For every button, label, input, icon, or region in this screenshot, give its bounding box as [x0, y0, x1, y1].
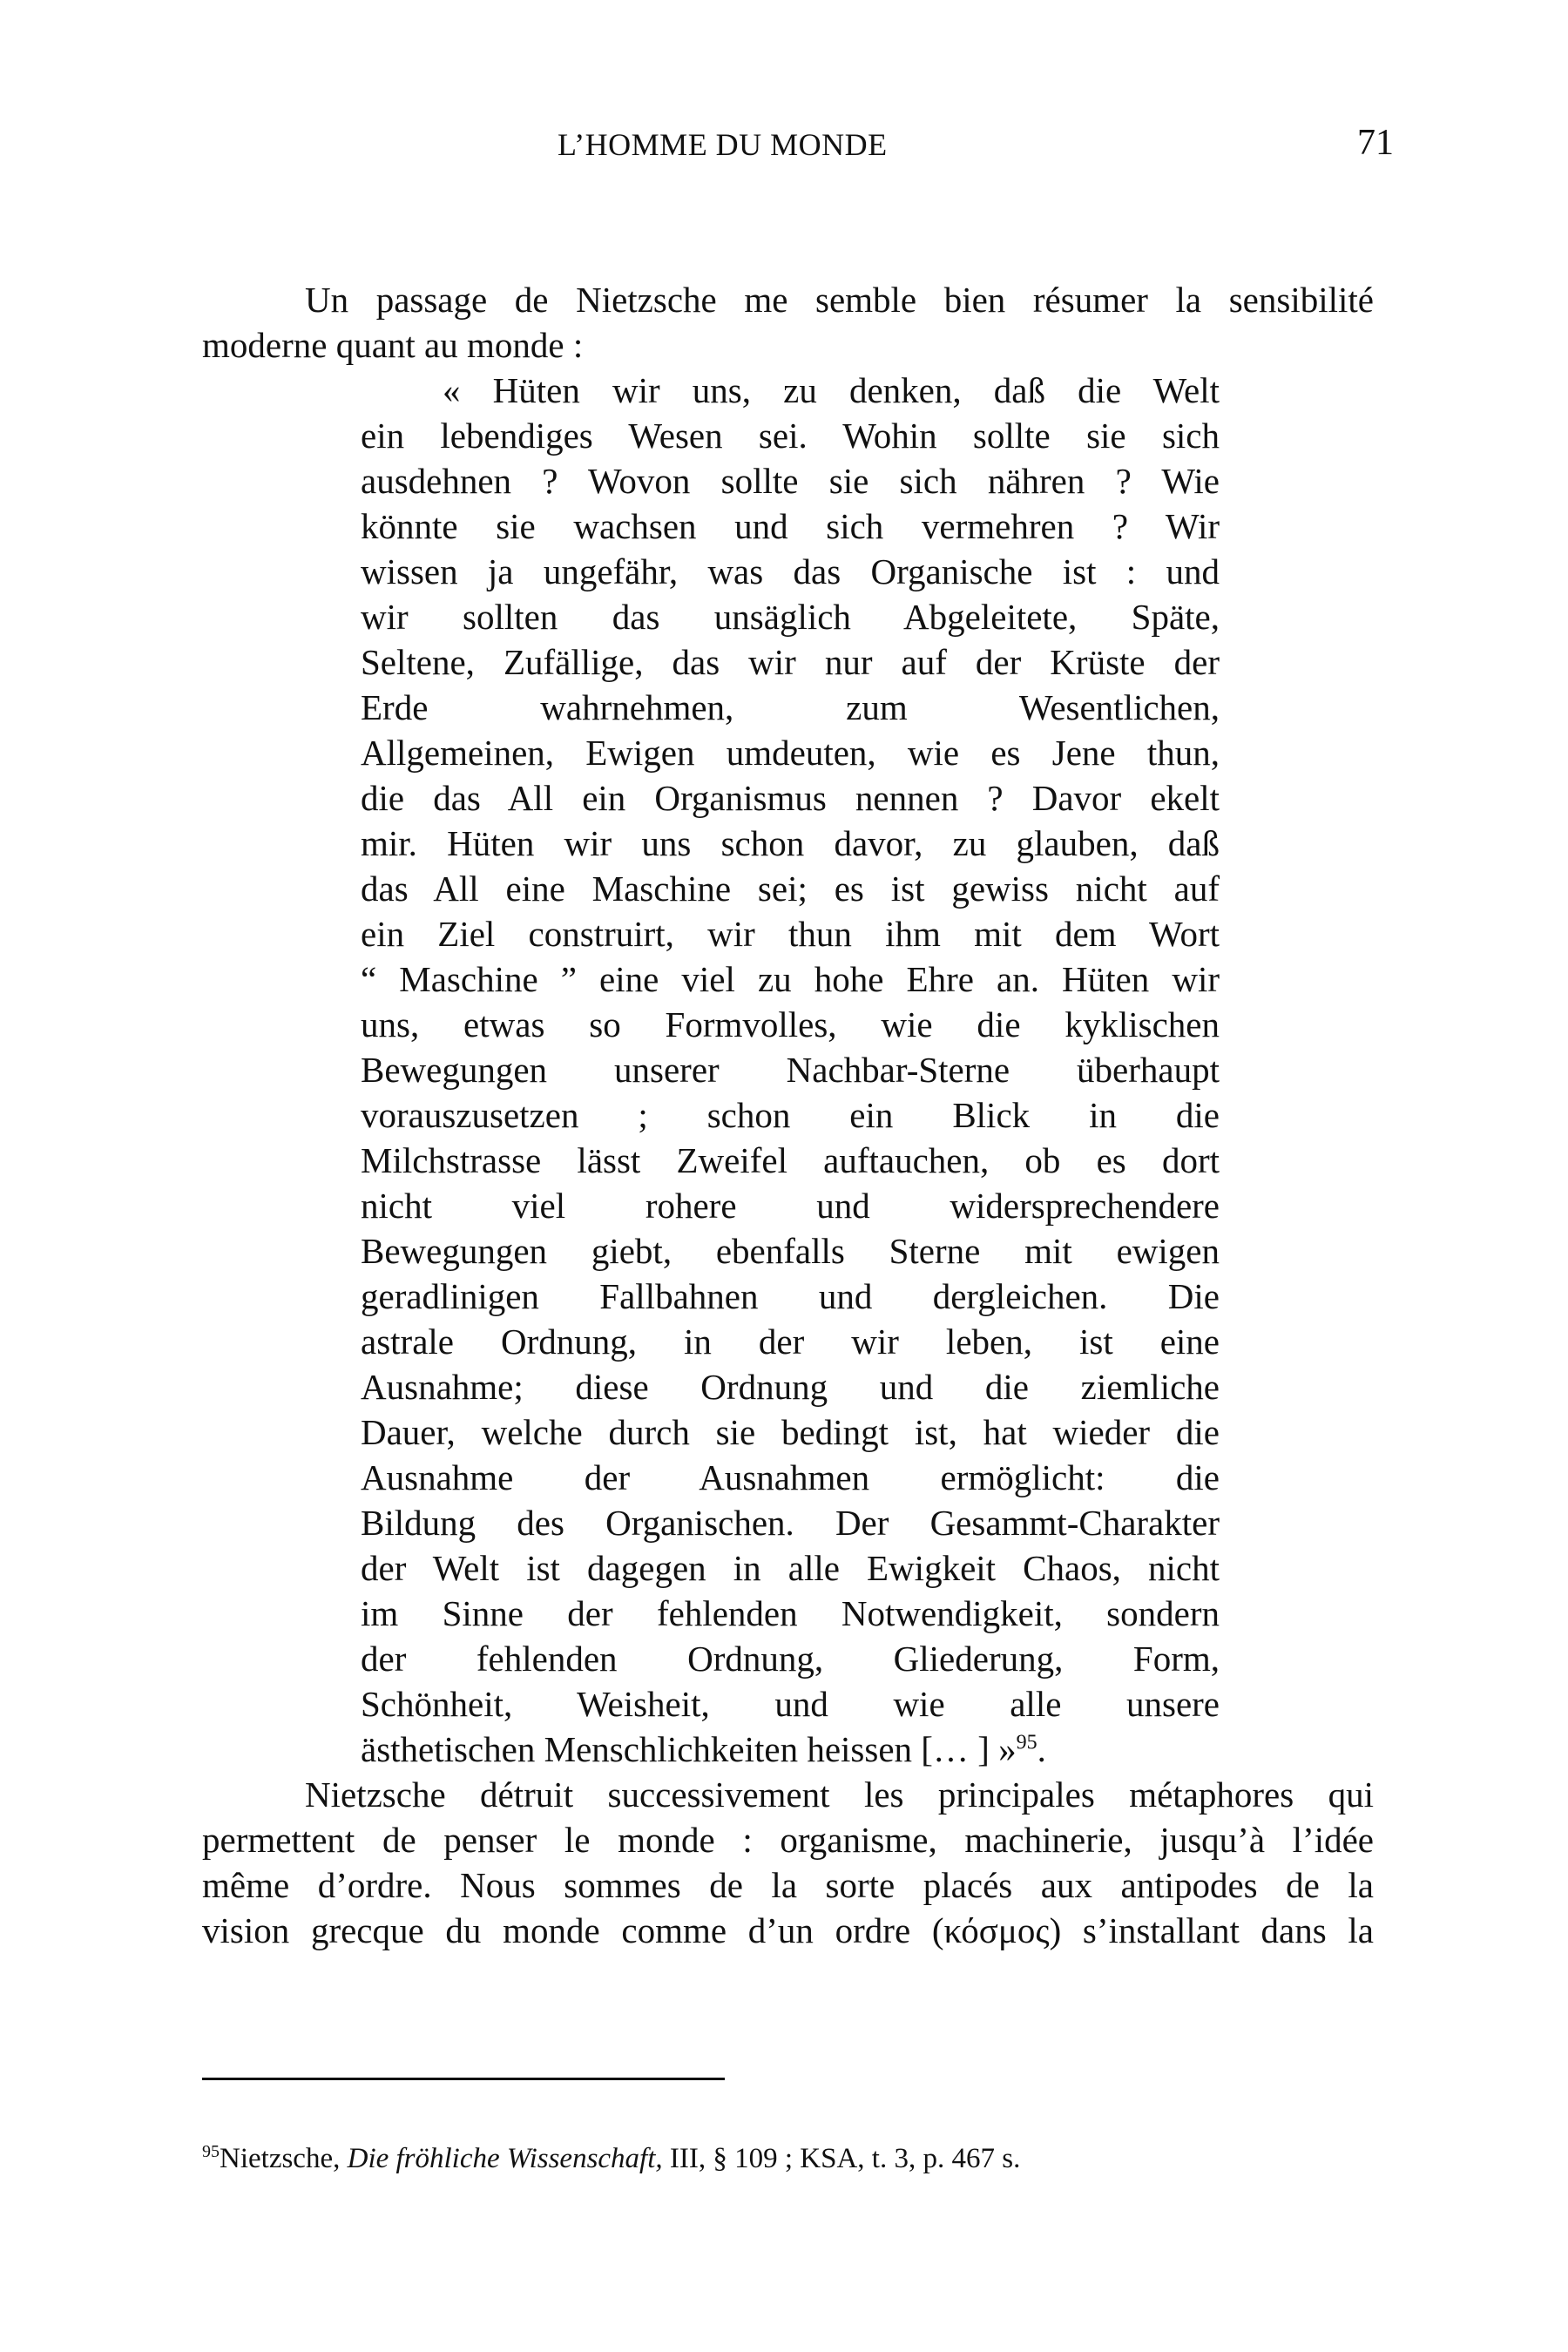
quote-line: « Hüten wir uns, zu denken, daß die Welt	[443, 370, 1220, 410]
quote-last-period: .	[1037, 1729, 1046, 1769]
quote-line: vorauszusetzen ; schon ein Blick in die	[361, 1095, 1220, 1135]
footnote-number: 95	[202, 2142, 220, 2161]
quote-line: ein lebendiges Wesen sei. Wohin sollte sie sich	[361, 416, 1220, 456]
quote-line: wir sollten das unsäglich Abgeleitete, Späte,	[361, 597, 1220, 637]
quote-line-last	[361, 1727, 1220, 1772]
quote-line: Schönheit, Weisheit, und wie alle unsere	[361, 1684, 1220, 1724]
quote-line: der fehlenden Ordnung, Gliederung, Form,	[361, 1639, 1220, 1679]
footnote-details: III, § 109 ; KSA, t. 3, p. 467 s.	[669, 2143, 1021, 2174]
quote-line: Bewegungen giebt, ebenfalls Sterne mit ewigen	[361, 1231, 1220, 1271]
quote-line: Ausnahme; diese Ordnung und die ziemliche	[361, 1367, 1220, 1407]
quote-line: im Sinne der fehlenden Notwendigkeit, sondern	[361, 1593, 1220, 1633]
quote-line: “ Maschine ” eine viel zu hohe Ehre an. Hüten wir	[361, 959, 1220, 999]
quote-line: mir. Hüten wir uns schon davor, zu glauben, daß	[361, 823, 1220, 863]
quote-line: ausdehnen ? Wovon sollte sie sich nähren ? Wie	[361, 461, 1220, 501]
quote-line: Ausnahme der Ausnahmen ermöglicht: die	[361, 1457, 1220, 1497]
page-number: 71	[1357, 123, 1394, 163]
quote-line: Erde wahrnehmen, zum Wesentlichen,	[361, 687, 1220, 727]
quote-line: könnte sie wachsen und sich vermehren ? Wir	[361, 506, 1220, 546]
quote-line: ein Ziel construirt, wir thun ihm mit dem Wort	[361, 914, 1220, 954]
quote-line: Dauer, welche durch sie bedingt ist, hat wieder die	[361, 1412, 1220, 1452]
quote-line: nicht viel rohere und widersprechendere	[361, 1186, 1220, 1226]
quote-line: der Welt ist dagegen in alle Ewigkeit Chaos, nicht	[361, 1548, 1220, 1588]
footnote-reference[interactable]: 95	[1016, 1731, 1037, 1754]
quote-line: geradlinigen Fallbahnen und dergleichen. Die	[361, 1276, 1220, 1316]
quote-line: wissen ja ungefähr, was das Organische ist : und	[361, 551, 1220, 591]
paragraph-line: vision grecque du monde comme d’un ordre (κόσμος) s’installant dans la	[202, 1910, 1374, 1950]
running-header-title: L’HOMME DU MONDE	[558, 127, 888, 162]
quote-line: uns, etwas so Formvolles, wie die kyklischen	[361, 1004, 1220, 1044]
intro-line: Un passage de Nietzsche me semble bien résumer la sensibilité	[305, 280, 1374, 320]
footnote-title: Die fröhliche Wissenschaft,	[347, 2143, 663, 2174]
paragraph-line: Nietzsche détruit successivement les principales métaphores qui	[305, 1774, 1374, 1815]
footnote-author: Nietzsche,	[220, 2143, 341, 2174]
quote-line: Seltene, Zufällige, das wir nur auf der Krüste der	[361, 642, 1220, 682]
quote-line: Bewegungen unserer Nachbar-Sterne überhaupt	[361, 1050, 1220, 1090]
quote-line: die das All ein Organismus nennen ? Davor ekelt	[361, 778, 1220, 818]
quote-line: Milchstrasse lässt Zweifel auftauchen, ob es dort	[361, 1140, 1220, 1180]
quote-line: astrale Ordnung, in der wir leben, ist eine	[361, 1321, 1220, 1362]
footnote-separator	[202, 2078, 725, 2080]
quote-line: Bildung des Organischen. Der Gesammt-Charakter	[361, 1503, 1220, 1543]
footnote	[202, 2143, 1020, 2175]
quote-last-text: ästhetischen Menschlichkeiten heissen [… ] »	[361, 1729, 1017, 1769]
quote-line: das All eine Maschine sei; es ist gewiss nicht auf	[361, 868, 1220, 909]
quote-line: Allgemeinen, Ewigen umdeuten, wie es Jene thun,	[361, 733, 1220, 773]
intro-line: moderne quant au monde :	[202, 325, 584, 365]
paragraph-line: permettent de penser le monde : organisme, machinerie, jusqu’à l’idée	[202, 1820, 1374, 1860]
paragraph-line: même d’ordre. Nous sommes de la sorte placés aux antipodes de la	[202, 1865, 1374, 1905]
